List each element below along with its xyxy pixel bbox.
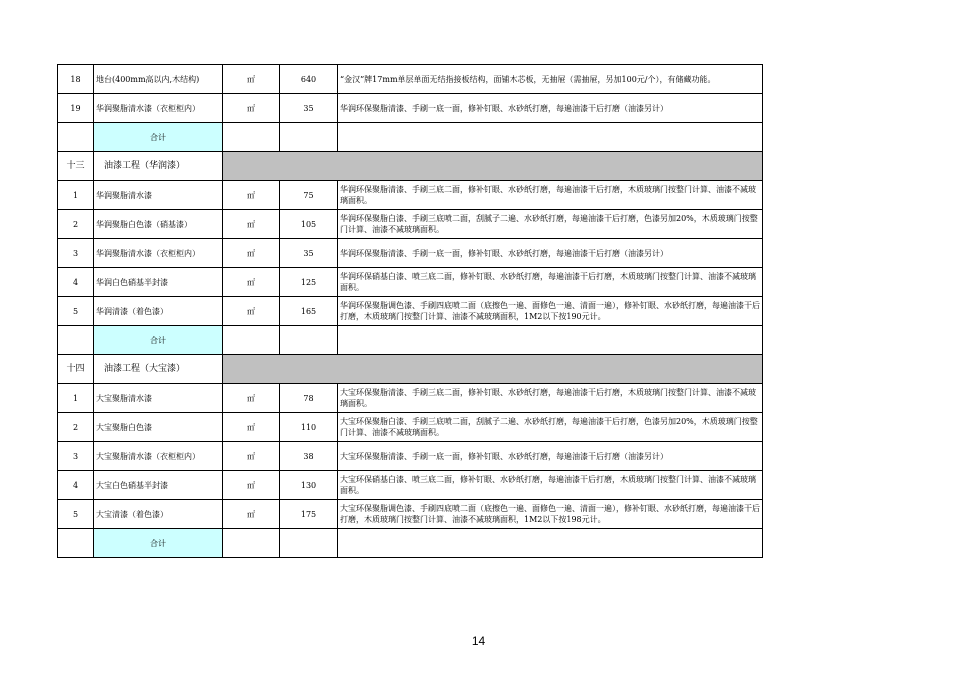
- item-name-cell: 华润聚脂清水漆（衣柜柜内）: [94, 239, 223, 268]
- empty-cell: [280, 529, 338, 558]
- description-cell: 大宝环保聚脂白漆、手刷三底喷二面，刮腻子二遍、水砂纸打磨，每遍油漆干后打磨，色漆另加20%，木质玻璃门按整门计算、油漆不减玻璃面积。: [338, 413, 763, 442]
- unit-cell: ㎡: [223, 500, 280, 529]
- subtotal-row: [58, 326, 763, 355]
- price-cell: 35: [280, 94, 338, 123]
- unit-cell: ㎡: [223, 239, 280, 268]
- description-cell: 华润环保硝基白漆、喷三底二面，修补钉眼、水砂纸打磨，每遍油漆干后打磨，木质玻璃门按整门计算、油漆不减玻璃面积。: [338, 268, 763, 297]
- table-row: [58, 65, 763, 94]
- price-cell: 175: [280, 500, 338, 529]
- empty-cell: [280, 123, 338, 152]
- section-header-fill: [223, 152, 763, 181]
- item-number-cell: 1: [58, 384, 94, 413]
- empty-cell: [280, 326, 338, 355]
- empty-cell: [223, 326, 280, 355]
- item-number-cell: 18: [58, 65, 94, 94]
- table-row: [58, 181, 763, 210]
- unit-cell: ㎡: [223, 413, 280, 442]
- section-header-row: [58, 355, 763, 384]
- unit-cell: ㎡: [223, 210, 280, 239]
- price-cell: 75: [280, 181, 338, 210]
- table-body: [58, 65, 763, 558]
- section-title: 油漆工程（大宝漆）: [94, 355, 223, 384]
- description-cell: 大宝环保聚脂清漆、手刷一底一面，修补钉眼、水砂纸打磨，每遍油漆干后打磨（油漆另计）: [338, 442, 763, 471]
- subtotal-label: 合计: [94, 123, 223, 152]
- subtotal-row: [58, 123, 763, 152]
- subtotal-row: [58, 529, 763, 558]
- table-row: [58, 297, 763, 326]
- section-number: 十四: [58, 355, 94, 384]
- price-cell: 640: [280, 65, 338, 94]
- item-name-cell: 华润清漆（着色漆）: [94, 297, 223, 326]
- empty-cell: [223, 123, 280, 152]
- price-cell: 105: [280, 210, 338, 239]
- table-row: [58, 500, 763, 529]
- unit-cell: ㎡: [223, 471, 280, 500]
- price-cell: 165: [280, 297, 338, 326]
- subtotal-label: 合计: [94, 326, 223, 355]
- item-name-cell: 华润白色硝基半封漆: [94, 268, 223, 297]
- unit-cell: ㎡: [223, 94, 280, 123]
- empty-cell: [338, 123, 763, 152]
- empty-cell: [58, 123, 94, 152]
- table-row: [58, 471, 763, 500]
- unit-cell: ㎡: [223, 442, 280, 471]
- description-cell: 大宝环保聚脂调色漆、手刷四底喷二面（底擦色一遍、面修色一遍、清面一遍），修补钉眼、水砂纸打磨，每遍油漆干后打磨，木质玻璃门按整门计算、油漆不减玻璃面积，1M2以下按198元计。: [338, 500, 763, 529]
- empty-cell: [58, 326, 94, 355]
- item-number-cell: 19: [58, 94, 94, 123]
- description-cell: 华润环保聚脂白漆、手刷三底喷二面，刮腻子二遍、水砂纸打磨，每遍油漆干后打磨，色漆另加20%，木质玻璃门按整门计算、油漆不减玻璃面积。: [338, 210, 763, 239]
- page-number: 14: [471, 634, 486, 648]
- price-cell: 78: [280, 384, 338, 413]
- unit-cell: ㎡: [223, 384, 280, 413]
- item-name-cell: 地台(400mm高以内,木结构): [94, 65, 223, 94]
- description-cell: 华润环保聚脂调色漆、手刷四底喷二面（底擦色一遍、面修色一遍、清面一遍），修补钉眼、水砂纸打磨，每遍油漆干后打磨，木质玻璃门按整门计算、油漆不减玻璃面积，1M2以下按190元计。: [338, 297, 763, 326]
- description-cell: “金汉”牌17mm单层单面无结指接板结构，面铺木芯板，无抽屉（需抽屉，另加100元/个），有储藏功能。: [338, 65, 763, 94]
- unit-cell: ㎡: [223, 181, 280, 210]
- description-cell: 华润环保聚脂清漆、手刷一底一面，修补钉眼、水砂纸打磨，每遍油漆干后打磨（油漆另计）: [338, 239, 763, 268]
- item-name-cell: 大宝聚脂清水漆（衣柜柜内）: [94, 442, 223, 471]
- quotation-table: [57, 64, 763, 558]
- description-cell: 大宝环保硝基白漆、喷三底二面，修补钉眼、水砂纸打磨，每遍油漆干后打磨，木质玻璃门按整门计算、油漆不减玻璃面积。: [338, 471, 763, 500]
- section-title: 油漆工程（华润漆）: [94, 152, 223, 181]
- unit-cell: ㎡: [223, 65, 280, 94]
- item-name-cell: 华润聚脂白色漆（硝基漆）: [94, 210, 223, 239]
- description-cell: 华润环保聚脂清漆、手刷三底二面，修补钉眼、水砂纸打磨，每遍油漆干后打磨，木质玻璃门按整门计算、油漆不减玻璃面积。: [338, 181, 763, 210]
- price-cell: 130: [280, 471, 338, 500]
- price-cell: 125: [280, 268, 338, 297]
- table-row: [58, 239, 763, 268]
- item-number-cell: 1: [58, 181, 94, 210]
- section-header-fill: [223, 355, 763, 384]
- item-name-cell: 大宝聚脂白色漆: [94, 413, 223, 442]
- empty-cell: [338, 529, 763, 558]
- table-row: [58, 413, 763, 442]
- empty-cell: [338, 326, 763, 355]
- item-number-cell: 2: [58, 413, 94, 442]
- item-number-cell: 5: [58, 500, 94, 529]
- price-cell: 35: [280, 239, 338, 268]
- unit-cell: ㎡: [223, 297, 280, 326]
- item-number-cell: 3: [58, 239, 94, 268]
- item-name-cell: 华润聚脂清水漆: [94, 181, 223, 210]
- item-name-cell: 大宝聚脂清水漆: [94, 384, 223, 413]
- table-row: [58, 268, 763, 297]
- subtotal-label: 合计: [94, 529, 223, 558]
- item-number-cell: 4: [58, 268, 94, 297]
- price-cell: 38: [280, 442, 338, 471]
- empty-cell: [58, 529, 94, 558]
- table-row: [58, 210, 763, 239]
- item-number-cell: 4: [58, 471, 94, 500]
- item-number-cell: 2: [58, 210, 94, 239]
- item-name-cell: 大宝清漆（着色漆）: [94, 500, 223, 529]
- description-cell: 大宝环保聚脂清漆、手刷三底二面，修补钉眼、水砂纸打磨，每遍油漆干后打磨，木质玻璃门按整门计算、油漆不减玻璃面积。: [338, 384, 763, 413]
- item-number-cell: 5: [58, 297, 94, 326]
- item-name-cell: 大宝白色硝基半封漆: [94, 471, 223, 500]
- section-header-row: [58, 152, 763, 181]
- item-number-cell: 3: [58, 442, 94, 471]
- table-row: [58, 94, 763, 123]
- unit-cell: ㎡: [223, 268, 280, 297]
- price-cell: 110: [280, 413, 338, 442]
- empty-cell: [223, 529, 280, 558]
- description-cell: 华润环保聚脂清漆、手刷一底一面，修补钉眼、水砂纸打磨，每遍油漆干后打磨（油漆另计）: [338, 94, 763, 123]
- table-row: [58, 384, 763, 413]
- section-number: 十三: [58, 152, 94, 181]
- item-name-cell: 华润聚脂清水漆（衣柜柜内）: [94, 94, 223, 123]
- table-row: [58, 442, 763, 471]
